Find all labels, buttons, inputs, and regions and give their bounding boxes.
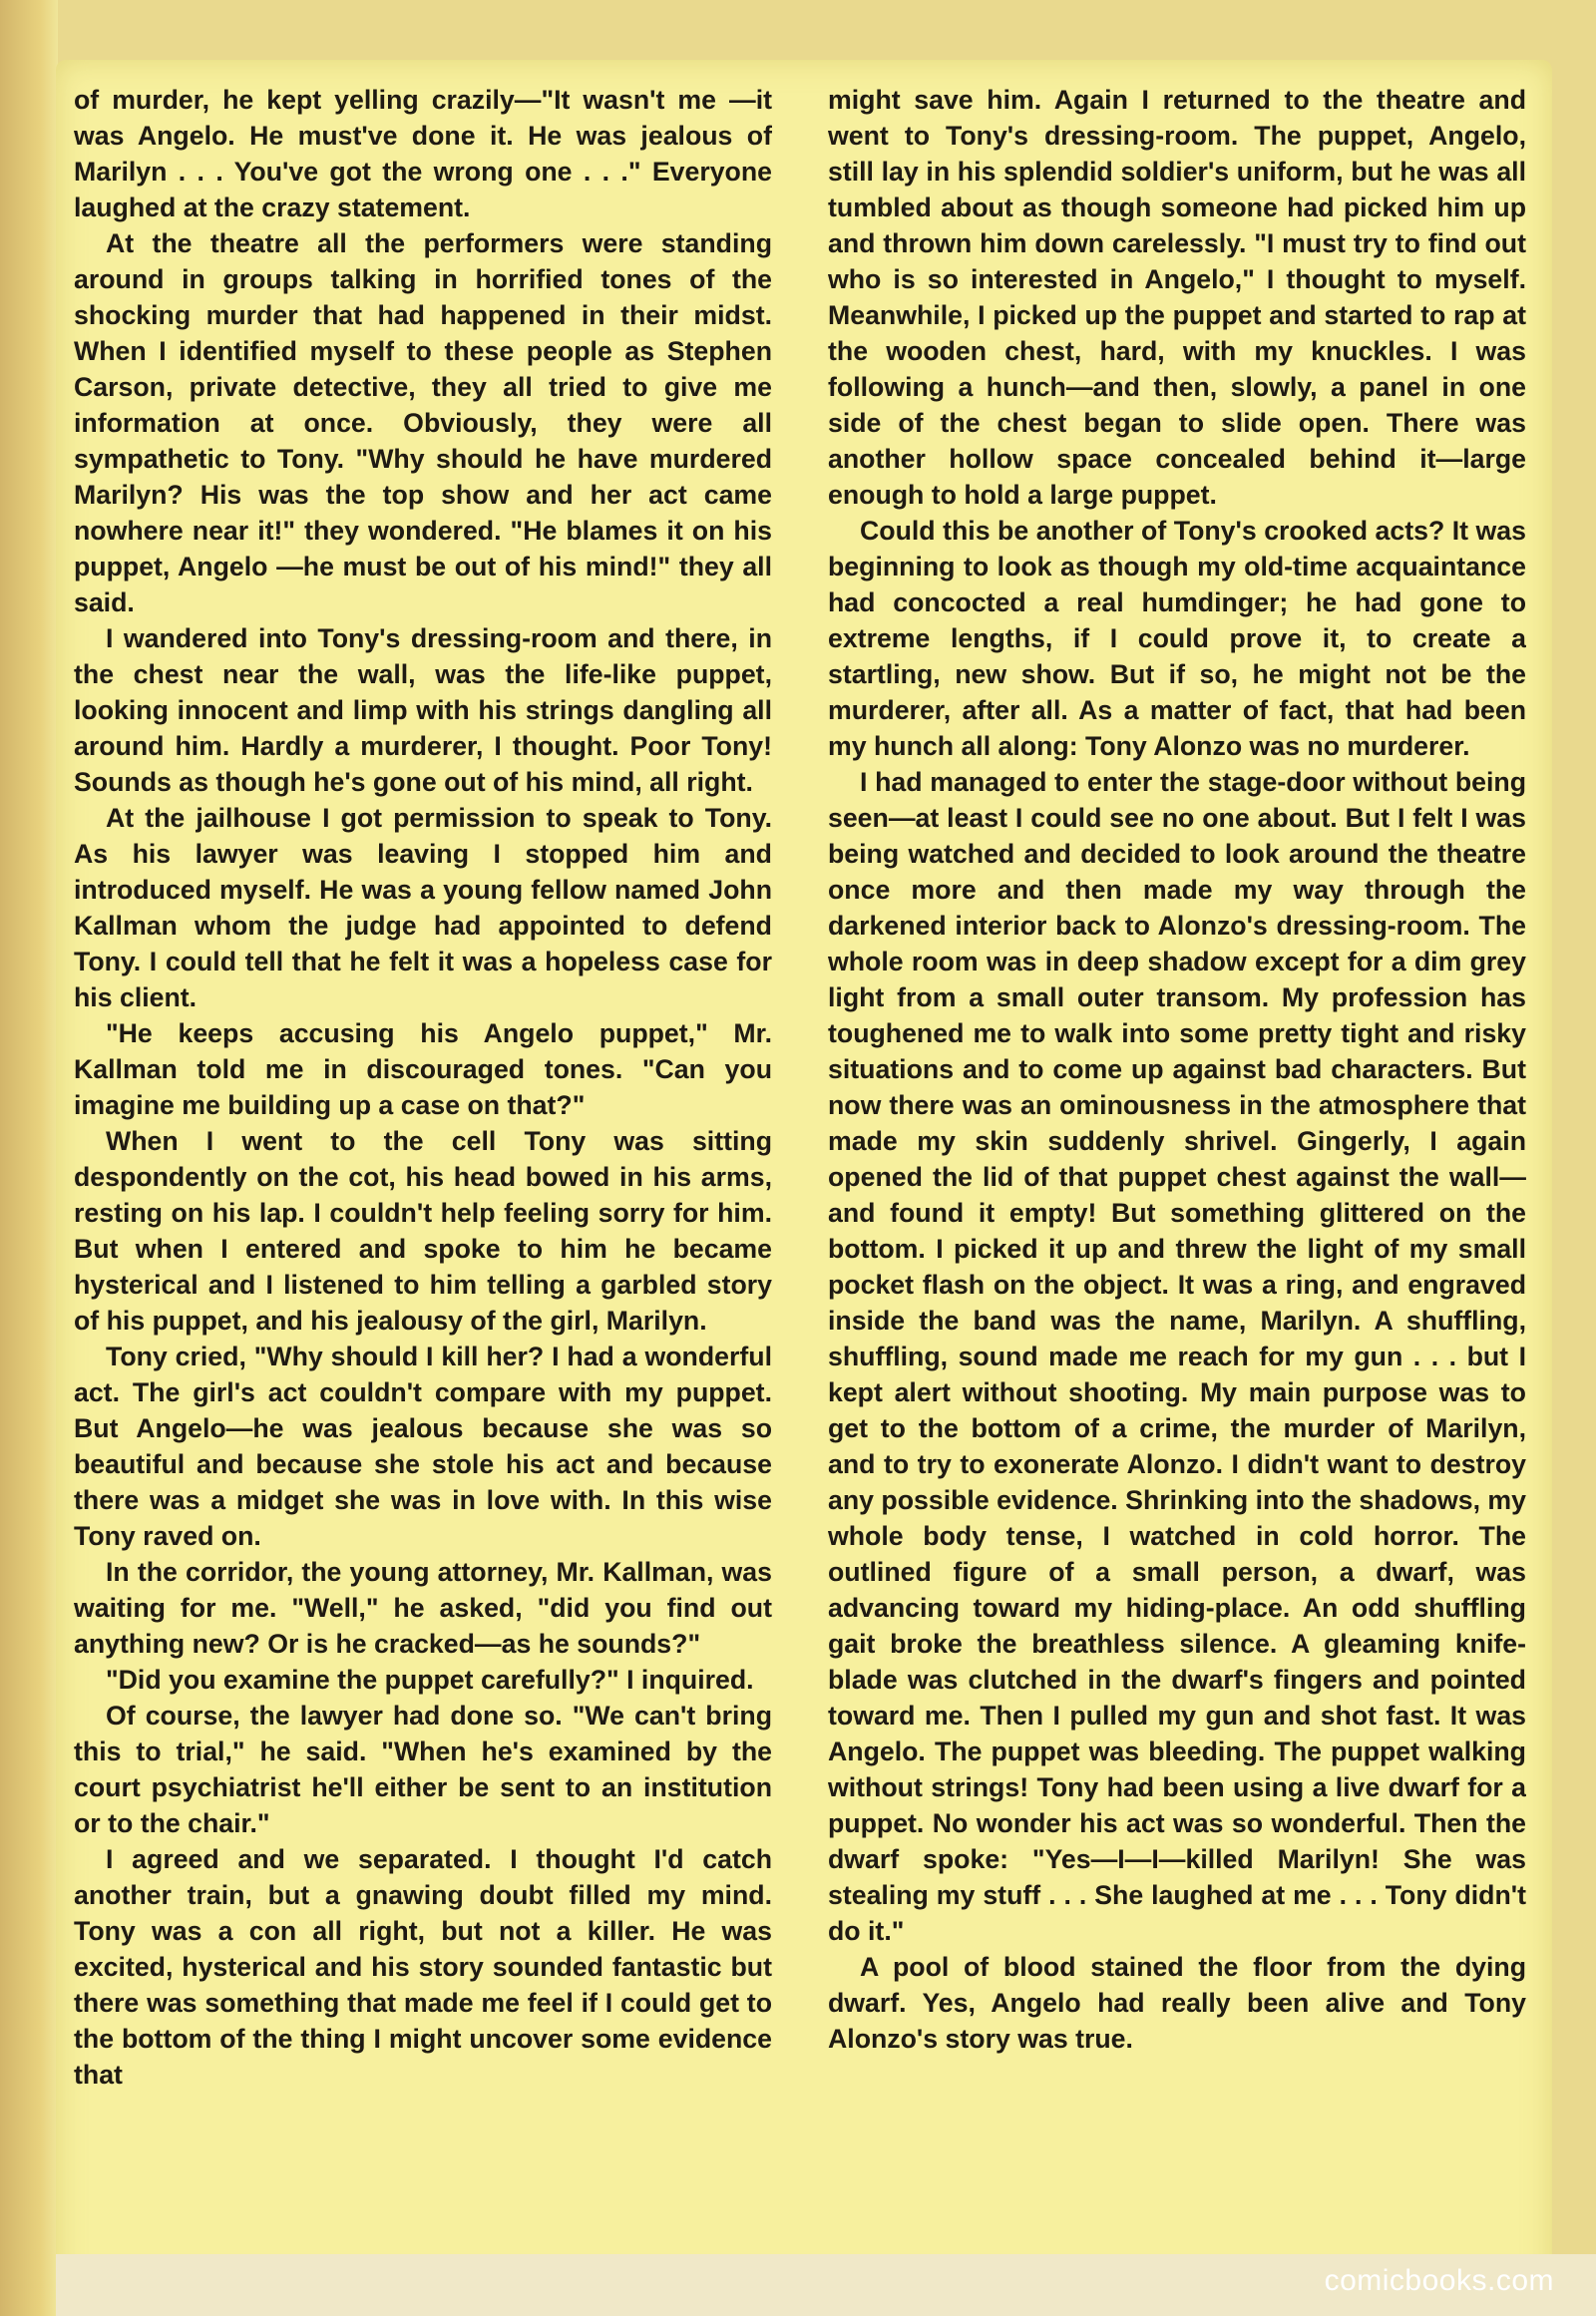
paragraph: A pool of blood stained the floor from the dying dwarf. Yes, Angelo had really been alive and Tony Alonzo's story was true. [828, 1952, 1526, 2054]
paragraph: Of course, the lawyer had done so. "We can't bring this to trial," he said. "When he's examined by the court psychiatrist he'll either be sent to an institution or to the chair." [74, 1701, 772, 1838]
paragraph: Could this be another of Tony's crooked acts? It was beginning to look as though my old-time acquaintance had concocted a real humdinger; he had gone to extreme lengths, if I could prove it, to create a startling, new show. But if so, he might not be the murderer, after all. As a matter of fact, that had been my hunch all along: Tony Alonzo was no murderer. [828, 516, 1526, 761]
paragraph: Tony cried, "Why should I kill her? I had a wonderful act. The girl's act couldn't compare with my puppet. But Angelo—he was jealous because she was so beautiful and because she stole his act and because there was a midget she was in love with. In this wise Tony raved on. [74, 1342, 772, 1551]
paragraph: I wandered into Tony's dressing-room and there, in the chest near the wall, was the life-like puppet, looking innocent and limp with his strings dangling all around him. Hardly a murderer, I thought. Poor Tony! Sounds as though he's gone out of his mind, all right. [74, 623, 772, 797]
paragraph: of murder, he kept yelling crazily—"It wasn't me —it was Angelo. He must've done it. He was jealous of Marilyn . . . You've got the wrong one . . ." Everyone laughed at the crazy statement. [74, 85, 772, 222]
left-text-column [74, 82, 772, 2236]
paragraph: When I went to the cell Tony was sitting despondently on the cot, his head bowed in his arms, resting on his lap. I couldn't help feeling sorry for him. But when I entered and spoke to him he became hysterical and I listened to him telling a garbled story of his puppet, and his jealousy of the girl, Marilyn. [74, 1126, 772, 1336]
paragraph: I agreed and we separated. I thought I'd catch another train, but a gnawing doubt filled my mind. Tony was a con all right, but not a killer. He was excited, hysterical and his story sounded fantastic but there was something that made me feel if I could get to the bottom of the thing I might uncover some evidence that [74, 1844, 772, 2090]
right-text-column [828, 82, 1526, 2236]
paragraph: "He keeps accusing his Angelo puppet," Mr. Kallman told me in discouraged tones. "Can you imagine me building up a case on that?" [74, 1018, 772, 1120]
paragraph: might save him. Again I returned to the theatre and went to Tony's dressing-room. The puppet, Angelo, still lay in his splendid soldier's uniform, but he was all tumbled about as though someone had picked him up and thrown him down carelessly. "I must try to find out who is so interested in Angelo," I thought to myself. Meanwhile, I picked up the puppet and started to rap at the wooden chest, hard, with my knuckles. I was following a hunch—and then, slowly, a panel in one side of the chest began to slide open. There was another hollow space concealed behind it—large enough to hold a large puppet. [828, 85, 1526, 510]
paragraph: I had managed to enter the stage-door without being seen—at least I could see no one about. But I felt I was being watched and decided to look around the theatre once more and then made my way through the darkened interior back to Alonzo's dressing-room. The whole room was in deep shadow except for a dim grey light from a small outer transom. My profession has toughened me to walk into some pretty tight and risky situations and to come up against bad characters. But now there was an ominousness in the atmosphere that made my skin suddenly shrivel. Gingerly, I again opened the lid of that puppet chest against the wall—and found it empty! But something glittered on the bottom. I picked it up and threw the light of my small pocket flash on the object. It was a ring, and engraved inside the band was the name, Marilyn. A shuffling, shuffling, sound made me reach for my gun . . . but I kept alert without shooting. My main purpose was to get to the bottom of a crime, the murder of Marilyn, and to try to exonerate Alonzo. I didn't want to destroy any possible evidence. Shrinking into the shadows, my whole body tense, I watched in cold horror. The outlined figure of a small person, a dwarf, was advancing toward my hiding-place. An odd shuffling gait broke the breathless silence. A gleaming knife-blade was clutched in the dwarf's fingers and pointed toward me. Then I pulled my gun and shot fast. It was Angelo. The puppet was bleeding. The puppet walking without strings! Tony had been using a live dwarf for a puppet. No wonder his act was so wonderful. Then the dwarf spoke: "Yes—I—I—killed Marilyn! She was stealing my stuff . . . She laughed at me . . . Tony didn't do it." [828, 767, 1526, 1946]
source-watermark: comicbooks.com [1324, 2264, 1554, 2297]
paragraph: At the theatre all the performers were standing around in groups talking in horrified tones of the shocking murder that had happened in their midst. When I identified myself to these people as Stephen Carson, private detective, they all tried to give me information at once. Obviously, they were all sympathetic to Tony. "Why should he have murdered Marilyn? His was the top show and her act came nowhere near it!" they wondered. "He blames it on his puppet, Angelo —he must be out of his mind!" they all said. [74, 228, 772, 617]
paragraph: At the jailhouse I got permission to speak to Tony. As his lawyer was leaving I stopped him and introduced myself. He was a young fellow named John Kallman whom the judge had appointed to defend Tony. I could tell that he felt it was a hopeless case for his client. [74, 803, 772, 1012]
page-margin-strip [0, 0, 58, 2316]
paragraph: "Did you examine the puppet carefully?" I inquired. [106, 1665, 754, 1695]
paragraph: In the corridor, the young attorney, Mr. Kallman, was waiting for me. "Well," he asked, "did you find out anything new? Or is he cracked—as he sounds?" [74, 1557, 772, 1659]
